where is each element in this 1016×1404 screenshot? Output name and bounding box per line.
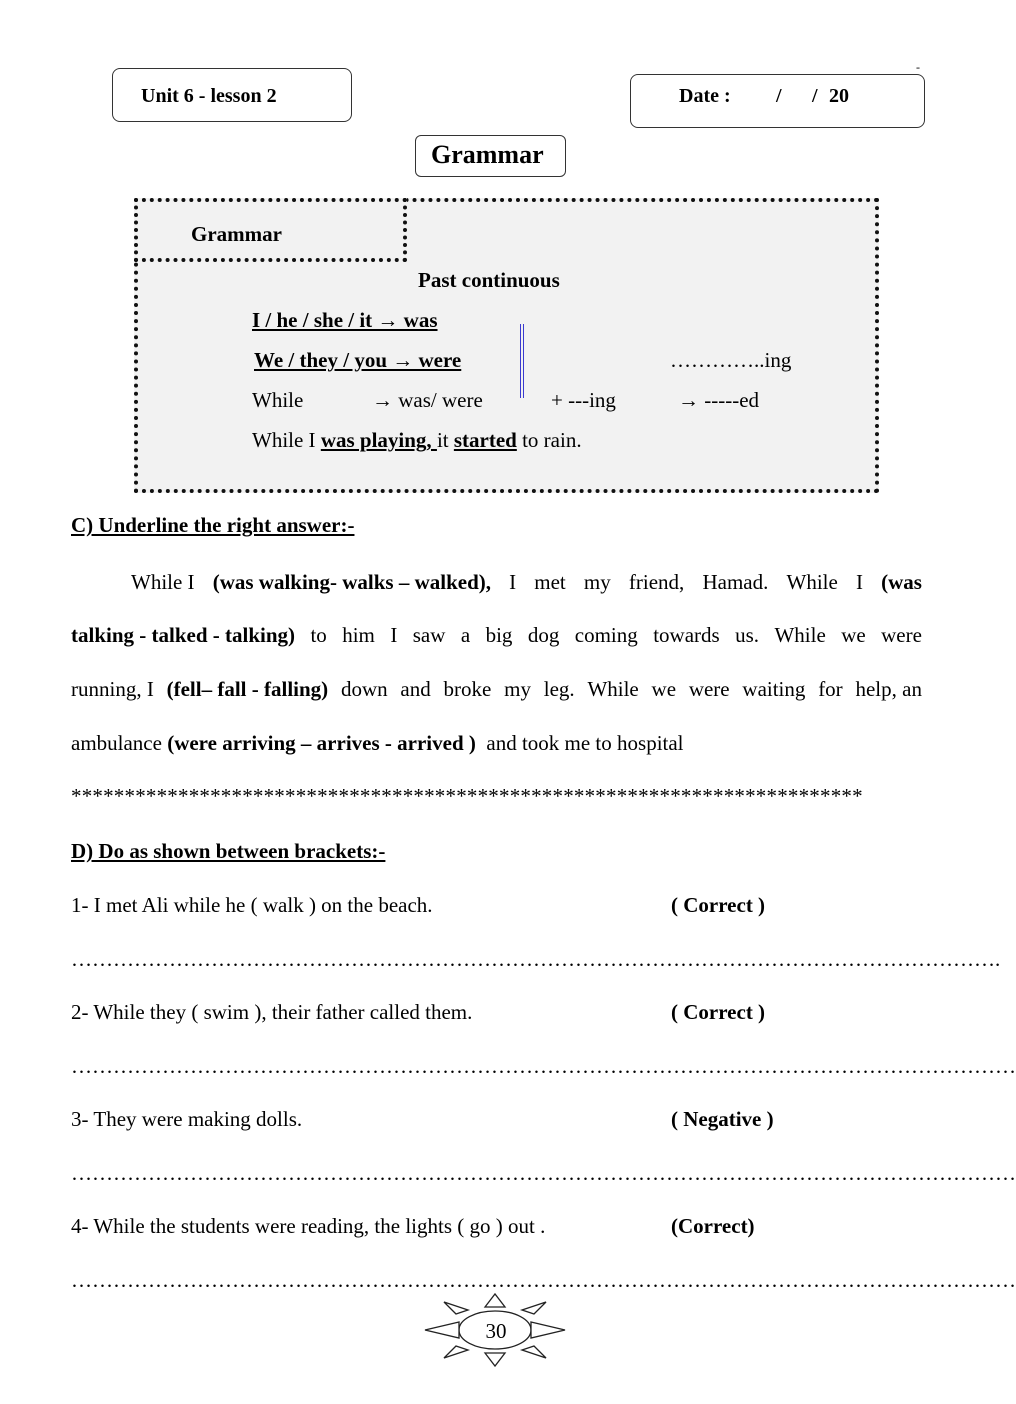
divider-bar: [520, 324, 524, 398]
page-title-box: [415, 135, 566, 177]
word: dog: [527, 623, 560, 647]
word: were: [688, 677, 730, 701]
example-part-3: it: [436, 428, 454, 452]
while-was-were: → was/ were: [372, 388, 483, 412]
section-d-heading: D) Do as shown between brackets:-: [71, 839, 386, 863]
date-slash-1: /: [776, 85, 782, 107]
choice-4: (were arriving – arrives - arrived ): [167, 731, 476, 755]
word: were: [881, 623, 922, 647]
word: my: [583, 570, 611, 594]
paragraph-line-3: [71, 677, 922, 702]
word: While: [786, 570, 838, 594]
instruction-1: ( Correct ): [671, 893, 766, 917]
word: met: [534, 570, 566, 594]
word: for: [818, 677, 843, 701]
word: help, an: [855, 677, 922, 701]
instruction-2: ( Correct ): [671, 1000, 766, 1024]
corner-mark: -: [916, 60, 920, 74]
grammar-example: [252, 428, 582, 453]
word: broke: [443, 677, 492, 701]
word: us.: [735, 623, 760, 647]
word: saw: [412, 623, 446, 647]
word: waiting: [742, 677, 806, 701]
unit-lesson-box: [112, 68, 352, 122]
example-part-4: started: [453, 428, 517, 452]
word: and took me to hospital: [475, 731, 684, 755]
word: and: [400, 677, 431, 701]
while-word: While: [252, 388, 304, 412]
word: big: [485, 623, 513, 647]
word: I: [390, 623, 398, 647]
rule-were: We / they / you → were: [254, 348, 462, 372]
star-separator: **************************************************************************: [71, 784, 863, 808]
word: my: [504, 677, 531, 701]
unit-lesson-label: Unit 6 - lesson 2: [141, 85, 277, 107]
paragraph-line-2: [71, 623, 922, 648]
rule-was: I / he / she / it → was: [252, 308, 438, 332]
word: leg.: [543, 677, 575, 701]
word: we: [841, 623, 866, 647]
word: down: [340, 677, 388, 701]
answer-line-3[interactable]: ………………………………………………………………………………………………………………………: [71, 1161, 1016, 1185]
word: towards: [653, 623, 720, 647]
answer-line-1[interactable]: …………………………………………………………………………………………………………………….: [71, 947, 1001, 971]
date-slash-2: /: [812, 85, 818, 107]
word: ambulance: [71, 731, 168, 755]
plus-ing: + ---ing: [551, 388, 616, 412]
answer-line-4[interactable]: ………………………………………………………………………………………………………………………: [71, 1268, 1016, 1292]
word: a: [460, 623, 471, 647]
paragraph-line-1: [131, 570, 922, 595]
grammar-tab: [134, 198, 407, 262]
grammar-tab-label: Grammar: [191, 222, 282, 246]
question-4: 4- While the students were reading, the lights ( go ) out .: [71, 1214, 546, 1238]
ing-blank: …………..ing: [670, 348, 792, 372]
word: I: [855, 570, 863, 594]
choice-2-end: talking - talked - talking): [71, 623, 296, 647]
word: friend,: [628, 570, 685, 594]
question-2: 2- While they ( swim ), their father called them.: [71, 1000, 473, 1024]
word: coming: [574, 623, 638, 647]
word: him: [342, 623, 375, 647]
instruction-4: (Correct): [671, 1214, 755, 1238]
question-3: 3- They were making dolls.: [71, 1107, 303, 1131]
word: While I: [131, 570, 195, 594]
word: to: [310, 623, 327, 647]
choice-2-start: (was: [881, 570, 922, 594]
choice-3: (fell– fall - falling): [166, 677, 329, 701]
word: While: [774, 623, 826, 647]
example-part-2: was playing,: [320, 428, 437, 452]
page-title: Grammar: [431, 140, 544, 169]
word: I: [509, 570, 517, 594]
example-part-5: to rain.: [516, 428, 582, 452]
choice-1: (was walking- walks – walked),: [212, 570, 491, 594]
example-part-1: While I: [252, 428, 321, 452]
date-box: [630, 74, 925, 128]
word: While: [587, 677, 639, 701]
arrow-ed: → -----ed: [678, 388, 760, 412]
word: Hamad.: [702, 570, 769, 594]
question-1: 1- I met Ali while he ( walk ) on the beach.: [71, 893, 433, 917]
date-year: 20: [829, 85, 849, 107]
answer-line-2[interactable]: ………………………………………………………………………………………………………………………: [71, 1054, 1016, 1078]
section-c-heading: C) Underline the right answer:-: [71, 513, 355, 537]
paragraph-line-4: [71, 731, 684, 756]
instruction-3: ( Negative ): [671, 1107, 774, 1131]
word: running, I: [71, 677, 154, 701]
word: we: [651, 677, 677, 701]
page-number: 30: [485, 1319, 507, 1343]
grammar-heading: Past continuous: [418, 268, 560, 292]
date-label: Date :: [679, 85, 731, 107]
